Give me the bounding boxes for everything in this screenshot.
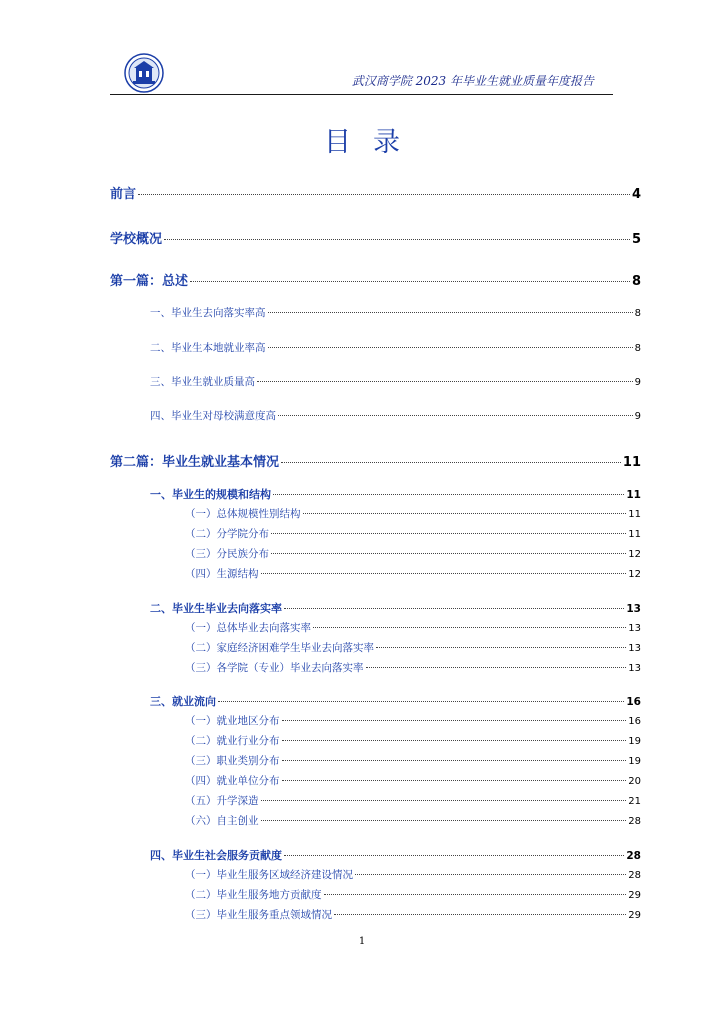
toc-entry-preface[interactable] (110, 183, 641, 202)
toc-leader-dots (366, 667, 627, 668)
toc-entry-label: （二）分学院分布 (185, 528, 269, 540)
toc-entry-label: 四、毕业生社会服务贡献度 (150, 849, 282, 862)
toc-entry-label: （一）毕业生服务区域经济建设情况 (185, 869, 353, 881)
toc-leader-dots (271, 533, 626, 534)
toc-leader-dots (271, 553, 626, 554)
toc-entry-page: 16 (626, 696, 641, 708)
toc-entry-page: 12 (628, 549, 641, 560)
toc-leader-dots (218, 701, 624, 702)
toc-subsection[interactable] (185, 793, 641, 808)
toc-leader-dots (273, 494, 624, 495)
toc-leader-dots (282, 720, 627, 721)
toc-subsection[interactable] (185, 887, 641, 902)
toc-subsection[interactable] (185, 713, 641, 728)
toc-entry-label: （四）生源结构 (185, 568, 259, 580)
toc-entry-label: （一）总体规模性别结构 (185, 508, 301, 520)
toc-entry-label: （三）各学院（专业）毕业去向落实率 (185, 662, 364, 674)
toc-entry-label: 第一篇：总述 (110, 274, 189, 289)
toc-entry-page: 28 (628, 870, 641, 881)
toc-entry-label: 二、毕业生本地就业率高 (150, 342, 266, 354)
toc-subsection[interactable] (185, 506, 641, 521)
toc-entry[interactable] (150, 374, 641, 389)
toc-entry-label: 三、就业流向 (150, 695, 216, 708)
toc-entry-label: （一）就业地区分布 (185, 715, 280, 727)
toc-entry-page: 16 (628, 716, 641, 727)
toc-entry[interactable] (150, 408, 641, 423)
toc-entry-page: 21 (628, 796, 641, 807)
toc-entry-page: 29 (628, 910, 641, 921)
toc-leader-dots (376, 647, 626, 648)
toc-entry-school-overview[interactable] (110, 228, 641, 247)
toc-subsection[interactable] (185, 753, 641, 768)
toc-entry-page: 4 (631, 187, 641, 202)
header-title: 武汉商学院 2023 年毕业生就业质量年度报告 (351, 74, 594, 88)
toc-leader-dots (138, 194, 630, 195)
toc-entry-page: 8 (631, 274, 641, 289)
toc-entry-label: 第二篇：毕业生就业基本情况 (110, 455, 280, 470)
toc-leader-dots (282, 780, 627, 781)
toc-entry-page: 13 (628, 643, 641, 654)
toc-subsection[interactable] (185, 660, 641, 675)
toc-leader-dots (261, 800, 627, 801)
toc-entry-label: 学校概况 (110, 232, 163, 247)
toc-entry-page: 9 (634, 377, 641, 388)
toc-section[interactable] (150, 600, 641, 616)
toc-leader-dots (190, 281, 630, 282)
toc-entry-label: （二）就业行业分布 (185, 735, 280, 747)
toc-leader-dots (278, 415, 633, 416)
toc-title: 目录 (324, 127, 422, 158)
toc-leader-dots (268, 347, 633, 348)
toc-entry-page: 11 (626, 489, 641, 501)
toc-leader-dots (282, 740, 627, 741)
toc-entry-label: （五）升学深造 (185, 795, 259, 807)
toc-entry-page: 8 (634, 343, 641, 354)
toc-leader-dots (284, 608, 624, 609)
toc-leader-dots (303, 513, 627, 514)
toc-entry-label: （三）职业类别分布 (185, 755, 280, 767)
toc-entry-page: 19 (628, 756, 641, 767)
toc-entry[interactable] (150, 340, 641, 355)
toc-leader-dots (284, 855, 624, 856)
toc-entry-page: 13 (628, 663, 641, 674)
toc-entry-page: 13 (626, 603, 641, 615)
toc-leader-dots (261, 573, 627, 574)
toc-entry-page: 5 (631, 232, 641, 247)
toc-subsection[interactable] (185, 526, 641, 541)
toc-subsection[interactable] (185, 620, 641, 635)
toc-section[interactable] (150, 847, 641, 863)
toc-entry-label: 一、毕业生去向落实率高 (150, 307, 266, 319)
toc-subsection[interactable] (185, 546, 641, 561)
toc-subsection[interactable] (185, 907, 641, 922)
toc-section[interactable] (150, 486, 641, 502)
toc-subsection[interactable] (185, 566, 641, 581)
toc-entry-label: （六）自主创业 (185, 815, 259, 827)
toc-leader-dots (261, 820, 627, 821)
toc-entry-page: 20 (628, 776, 641, 787)
header-divider (110, 94, 613, 95)
toc-entry-label: 二、毕业生毕业去向落实率 (150, 602, 282, 615)
toc-subsection[interactable] (185, 813, 641, 828)
toc-leader-dots (257, 381, 633, 382)
toc-entry-label: （三）分民族分布 (185, 548, 269, 560)
toc-leader-dots (282, 760, 627, 761)
toc-entry-label: （二）毕业生服务地方贡献度 (185, 889, 322, 901)
toc-entry-label: （四）就业单位分布 (185, 775, 280, 787)
page-number: 1 (358, 936, 366, 947)
toc-entry-page: 9 (634, 411, 641, 422)
toc-entry-label: （一）总体毕业去向落实率 (185, 622, 311, 634)
toc-leader-dots (324, 894, 627, 895)
toc-entry-part-one[interactable] (110, 270, 641, 289)
toc-subsection[interactable] (185, 733, 641, 748)
toc-entry-label: （二）家庭经济困难学生毕业去向落实率 (185, 642, 374, 654)
toc-leader-dots (268, 312, 633, 313)
toc-entry-page: 29 (628, 890, 641, 901)
toc-entry-page: 11 (628, 509, 641, 520)
school-logo (124, 53, 164, 93)
toc-leader-dots (164, 239, 630, 240)
toc-entry-label: 三、毕业生就业质量高 (150, 376, 255, 388)
toc-entry-label: 前言 (110, 187, 137, 202)
toc-entry-page: 19 (628, 736, 641, 747)
toc-entry-part-two[interactable] (110, 451, 641, 470)
toc-entry-page: 28 (628, 816, 641, 827)
toc-entry-page: 8 (634, 308, 641, 319)
toc-leader-dots (355, 874, 626, 875)
toc-entry-label: 四、毕业生对母校满意度高 (150, 410, 276, 422)
toc-entry-page: 12 (628, 569, 641, 580)
toc-subsection[interactable] (185, 773, 641, 788)
toc-entry-label: 一、毕业生的规模和结构 (150, 488, 271, 501)
toc-section[interactable] (150, 693, 641, 709)
toc-leader-dots (281, 462, 621, 463)
toc-entry-page: 13 (628, 623, 641, 634)
toc-leader-dots (313, 627, 626, 628)
toc-entry[interactable] (150, 305, 641, 320)
toc-entry-page: 11 (628, 529, 641, 540)
toc-entry-page: 11 (622, 455, 641, 470)
toc-entry-label: （三）毕业生服务重点领域情况 (185, 909, 332, 921)
toc-entry-page: 28 (626, 850, 641, 862)
toc-leader-dots (334, 914, 626, 915)
toc-subsection[interactable] (185, 640, 641, 655)
toc-subsection[interactable] (185, 867, 641, 882)
